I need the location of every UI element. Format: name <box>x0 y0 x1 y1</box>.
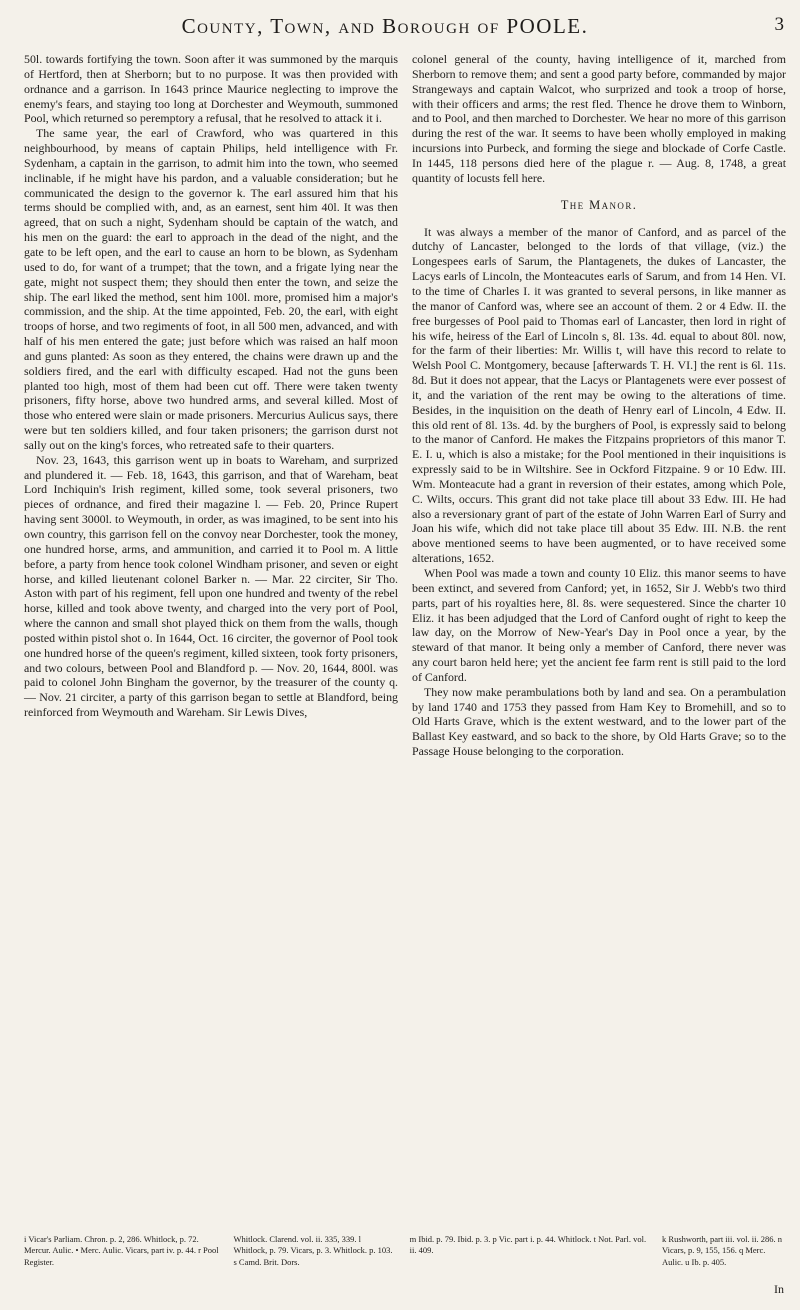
paragraph: They now make perambulations both by land and sea. On a perambulation by land 1740 and 1753 they passed from Ham Key to Bromehill, and so to Old Harts Grave, which is the extent westward, and to the lower part of the Ballast Key eastward, and so back to the shore, by Old Harts Grave; so to the Passage House belonging to the corporation. <box>412 684 786 759</box>
footnote-block: m Ibid. p. 79. Ibid. p. 3. p Vic. part i. p. 44. Whitlock. t Not. Parl. vol. ii. 409. <box>409 1234 647 1256</box>
paragraph: It was always a member of the manor of Canford, and as parcel of the dutchy of Lancaster, belonged to the lords of that village, (viz.) the Longespees earls of Sarum, the Plantagenets, the dukes of Lancaster, the Lacys earls of Lincoln, the Monteacutes earls of Sarum, and from 14 Hen. VI. to the time of Charles I. it was granted to several persons, in like manner as the manor of Canford was, where see an account of them. 2 or 4 Edw. II. the free burgesses of Pool paid to Thomas earl of Lancaster, then lord in right of his wife, heiress of the Earl of Lincoln s, 8l. 13s. 4d. equal to about 80l. now, for the farm of their liberties: Mr. Willis t, will have this record to relate to Welsh Pool C. Montgomery, because [afterwards T. H. VI.] the rent is 6l. 11s. 8d. But it does not appear, that the Lacys or Plantagenets were ever possest of it, and the variation of the rent may be owing to the alterations of time. Besides, in the inquisition on the death of Henry earl of Lincoln, 4 Edw. II. this old rent of 8l. 13s. 4d. by the burghers of Pool, is expressly said to belong to the manor of Canford. He makes the Fitzpains proprietors of this manor T. E. I. u, which is also a mistake; for the Pool mentioned in their inquisitions is expressly said to be in Wiltshire. See in Ockford Fitzpaine. 9 or 10 Edw. III. Wm. Monteacute had a grant in reversion of their estates, among which Pole, C. Wilts, occurs. This grant did not take place till about 33 Edw. III. He had also a reversionary grant of part of the estate of John Warren Earl of Surry and Joan his wife, which did not take place till about 35 Edw. III. N.B. the rent above mentioned seems to have been augmented, or to have received some alterations, 1652. <box>412 224 786 566</box>
catchword: In <box>774 1282 784 1296</box>
right-column <box>412 52 786 759</box>
paragraph: colonel general of the county, having intelligence of it, marched from Sherborn to remove them; and sent a good party before, commanded by major Strangeways and captain Walcot, who surprized and took a troop of horse, with their officers and arms; the rest fled. Thence he drove them to Winborn, and to Pool, and then marched to Dorchester. We hear no more of this garrison during the rest of the war. It seems to have been wholly employed in making incursions into Purbeck, and forming the siege and blockade of Corfe Castle. In 1445, 118 persons died here of the plague r. — Aug. 8, 1748, a great quantity of locusts fell here. <box>412 52 786 185</box>
footnotes <box>24 1234 786 1268</box>
text-columns <box>24 52 786 759</box>
footnote-block: k Rushworth, part iii. vol. ii. 286. n Vicars, p. 9, 155, 156. q Merc. Aulic. u Ib. p. 405. <box>662 1234 782 1267</box>
footnote-block: i Vicar's Parliam. Chron. p. 2, 286. Whitlock, p. 72. Mercur. Aulic. • Merc. Aulic. Vicars, part iv. p. 44. r Pool Register. <box>24 1234 219 1267</box>
paragraph: Nov. 23, 1643, this garrison went up in boats to Wareham, and surprized and plundered it. — Feb. 18, 1643, this garrison, and that of Wareham, beat Lord Inchiquin's Irish regiment, killed some, took several prisoners, two pieces of ordnance, and fired their magazine l. — Feb. 20, Prince Rupert having sent 3000l. to Weymouth, in order, as was imagined, to be sent into his own country, this garrison fell on the convoy near Dorchester, took the money, one hundred horse, arms, and ammunition, and carried it to Pool m. A little before, a party from hence took colonel Windham prisoner, and seven or eight horse, and killed lieutenant colonel Barker n. — Mar. 22 circiter, Sir Tho. Aston with part of his regiment, fell upon one hundred and twenty of the rebel horse, killed and took above twenty, and charged into the very port of Pool, where the cannon and small shot played thick on them from the walls, though posted within pistol shot o. In 1644, Oct. 16 circiter, the governor of Pool took one hundred horse of the queen's regiment, killed sixteen, took forty prisoners, and two colours, between Pool and Blandford p. — Nov. 20, 1644, 800l. was paid to colonel John Bingham the governor, by the treasurer of the county q. — Nov. 21 circiter, a party of this garrison began to settle at Blandford, being reinforced from Weymouth and Wareham. Sir Lewis Dives, <box>24 452 398 720</box>
running-title: County, Town, and Borough of POOLE. <box>181 14 589 38</box>
left-column <box>24 52 398 759</box>
paragraph: 50l. towards fortifying the town. Soon after it was summoned by the marquis of Hertford, then at Sherborn; but to no purpose. It was then provided with ordnance and a garrison. In 1643 prince Maurice neglecting to improve the enemy's fears, and staying too long at Dorchester and Weymouth, summoned Pool, which returned so peremptory a refusal, that he resolved to attack it i. <box>24 52 398 126</box>
page-number: 3 <box>774 14 784 35</box>
section-heading: The Manor. <box>560 197 638 212</box>
running-header <box>24 14 786 44</box>
paragraph: When Pool was made a town and county 10 Eliz. this manor seems to have been extinct, and severed from Canford; yet, in 1652, Sir J. Webb's two third parts, part of his royalties here, 8l. 8s. were sequestered. Since the charter 10 Eliz. it has been adjudged that the Lord of Canford ought of right to keep the law day, on the Morrow of New-Year's Day in Pool once a year, by the steward of that manor. It being only a member of Canford, there never was any court baron held here; yet the ancient fee farm rent is still paid to the lord of Canford. <box>412 566 786 684</box>
paragraph: The same year, the earl of Crawford, who was quartered in this neighbourhood, by means of captain Philips, held intelligence with Fr. Sydenham, a captain in the garrison, to admit him into the town, who seemed inclinable, if he might have his pardon, and a valuable consideration; but he communicated the design to the governor k. The earl assured him that his terms should be complied with, and, as an earnest, sent him 40l. It was then agreed, that on such a night, Sydenham should be captain of the watch, and his men on the guard: the earl to approach in the dead of the night, and the gate to be left open, and the earl to cause an horn to be blown, as Sydenham used to do, for want of a trumpet; that the town, and a frigate lying near the gate, might not suspect them; they should then enter the town, and seize the ship. The earl liked the method, sent him 100l. more, promised him a major's commission, and the ship. At the time appointed, Feb. 20, the earl, with eight troops of horse, and two regiments of foot, in all 500 men, advanced, and with half of his men entered the gate; just before which was raised an half moon and guns planted: As soon as they entered, the chains were drawn up and the soldiers fired, and the earl with difficulty escaped. Had not the guns been planted too high, most of them had been cut off. There were taken twenty prisoners, fifty horse, above two hundred arms, and several killed. Most of those who entered were slain or made prisoners. Mercurius Aulicus says, there were but ten soldiers killed, and four taken prisoners; the garrison durst not sally out on the king's forces, who retreated safe to their quarters. <box>24 126 398 452</box>
footnote-block: Whitlock. Clarend. vol. ii. 335, 339. l Whitlock, p. 79. Vicars, p. 3. Whitlock. p. 103. s Camd. Brit. Dors. <box>233 1234 393 1267</box>
